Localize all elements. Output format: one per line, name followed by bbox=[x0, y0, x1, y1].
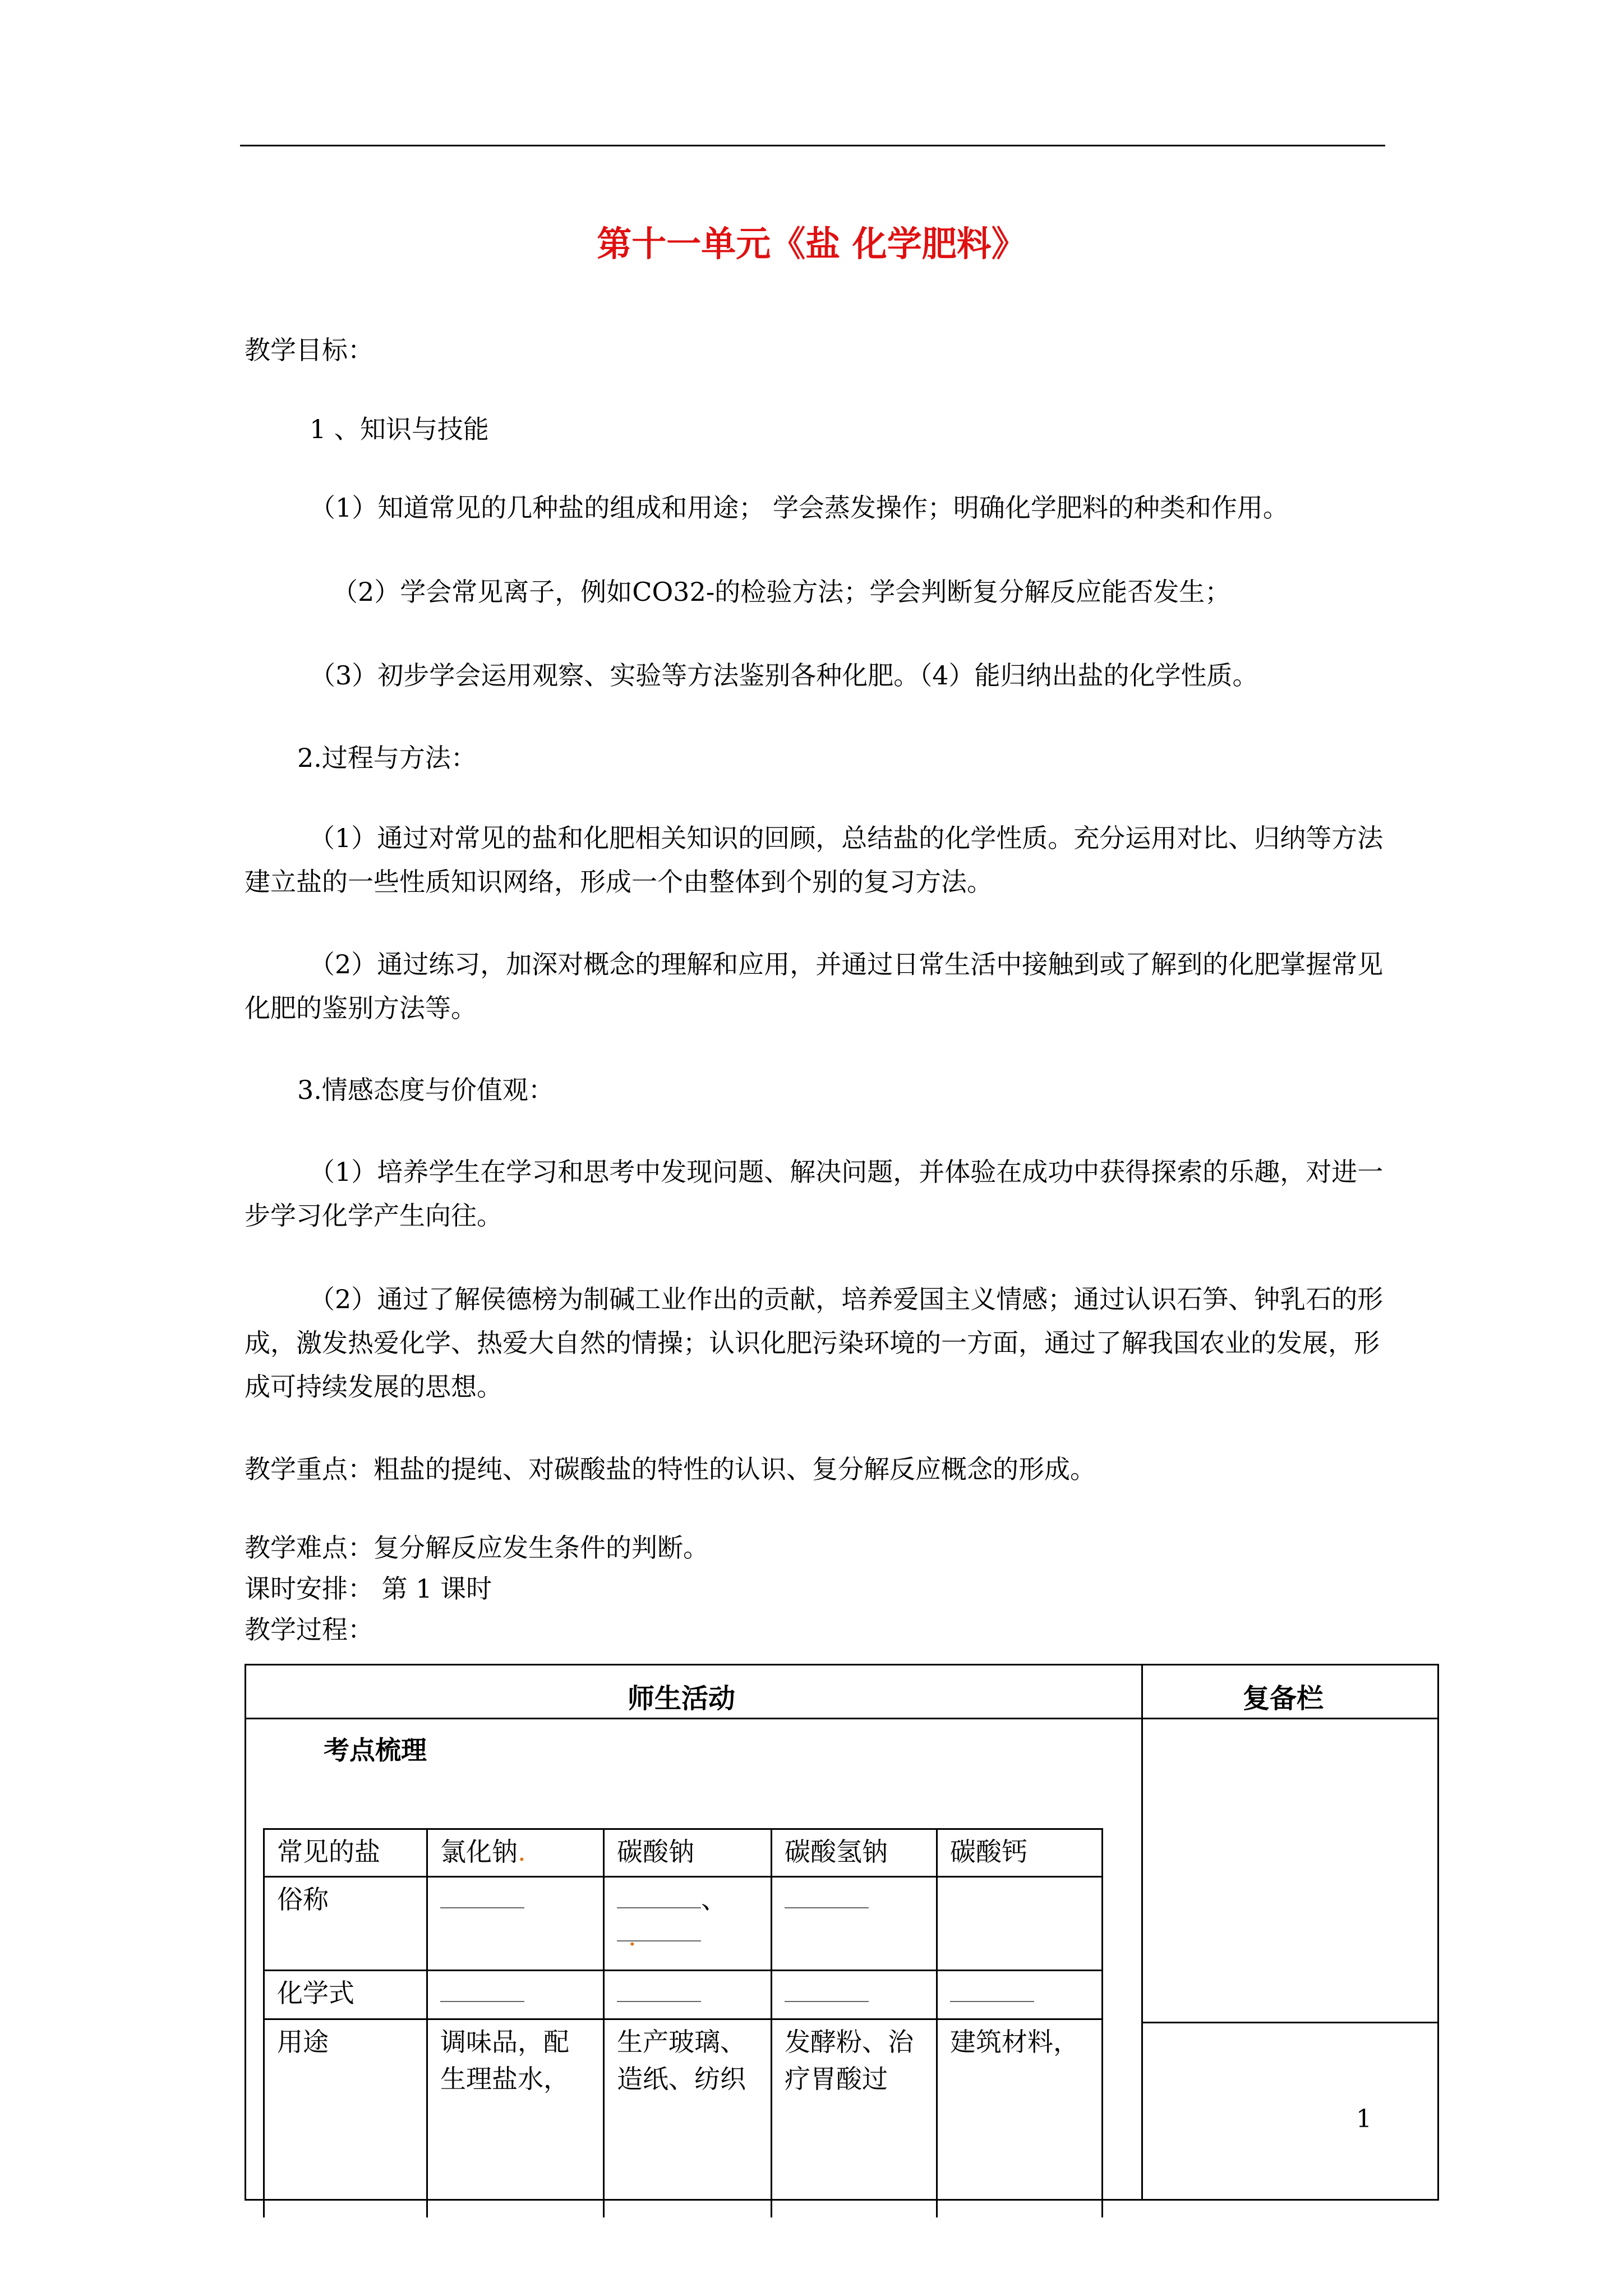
answer-blank[interactable] bbox=[617, 1885, 701, 1908]
knowledge-heading: 1 、知识与技能 bbox=[310, 414, 489, 444]
table-cell bbox=[937, 1971, 1103, 2019]
table-cell bbox=[772, 1971, 937, 2019]
table-cell: 发酵粉、治疗胃酸过 bbox=[772, 2019, 937, 2218]
mark-dot: . bbox=[518, 1837, 526, 1867]
table-cell: 生产玻璃、造纸、纺织 bbox=[604, 2019, 772, 2218]
lesson-table bbox=[245, 1664, 1439, 2201]
table-cell bbox=[937, 1877, 1103, 1971]
table-row bbox=[264, 1971, 1103, 2019]
answer-blank[interactable] bbox=[950, 1978, 1034, 2002]
page-title: 第十一单元《盐 化学肥料》 bbox=[597, 223, 1026, 264]
table-cell: 俗称 bbox=[264, 1877, 427, 1971]
emotion-heading: 3.情感态度与价值观： bbox=[297, 1075, 554, 1105]
table-cell: 碳酸钠 bbox=[604, 1829, 772, 1877]
table-cell: 调味品，配生理盐水， bbox=[427, 2019, 604, 2218]
knowledge-item-1: （1）知道常见的几种盐的组成和用途； 学会蒸发操作；明确化学肥料的种类和作用。 bbox=[310, 493, 1289, 523]
emotion-item-2: （2）通过了解侯德榜为制碱工业作出的贡献，培养爱国主义情感；通过认识石笋、钟乳石的形成，激发热爱化学、热爱大自然的情操；认识化肥污染环境的一方面，通过了解我国农业的发展，形成可持续发展的思想。 bbox=[245, 1284, 1384, 1402]
answer-blank[interactable] bbox=[440, 1978, 524, 2002]
col-activity-header: 师生活动 bbox=[628, 1683, 736, 1714]
header-rule bbox=[240, 145, 1385, 146]
process-heading: 2.过程与方法： bbox=[297, 743, 477, 773]
table-cell bbox=[604, 1877, 772, 1971]
salt-table bbox=[263, 1828, 1103, 2217]
knowledge-item-3: （3）初步学会运用观察、实验等方法鉴别各种化肥。（4）能归纳出盐的化学性质。 bbox=[310, 660, 1258, 691]
table-row bbox=[264, 1829, 1103, 1877]
table-cell bbox=[604, 1971, 772, 2019]
page-number: 1 bbox=[1356, 2105, 1372, 2133]
col-notes-header: 复备栏 bbox=[1243, 1683, 1324, 1714]
process-item-1: （1）通过对常见的盐和化肥相关知识的回顾，总结盐的化学性质。充分运用对比、归纳等方法建立盐的一些性质知识网络，形成一个由整体到个别的复习方法。 bbox=[245, 823, 1384, 897]
process-item-2: （2）通过练习，加深对概念的理解和应用，并通过日常生活中接触到或了解到的化肥掌握常见化肥的鉴别方法等。 bbox=[245, 949, 1384, 1023]
emotion-item-1: （1）培养学生在学习和思考中发现问题、解决问题，并体验在成功中获得探索的乐趣，对进一步学习化学产生向往。 bbox=[245, 1157, 1384, 1231]
answer-blank[interactable] bbox=[617, 1978, 701, 2002]
table-cell: 用途 bbox=[264, 2019, 427, 2218]
table-cell: 碳酸氢钠 bbox=[772, 1829, 937, 1877]
mark-dot: . bbox=[628, 1921, 637, 1952]
answer-blank[interactable] bbox=[785, 1885, 869, 1908]
process-label: 教学过程： bbox=[245, 1614, 374, 1645]
schedule: 课时安排： 第 1 课时 bbox=[245, 1573, 492, 1604]
table-row bbox=[264, 2019, 1103, 2218]
objectives-heading: 教学目标： bbox=[245, 335, 374, 365]
knowledge-item-2: （2）学会常见离子，例如CO32-的检验方法；学会判断复分解反应能否发生； bbox=[332, 577, 1231, 607]
table-cell: 碳酸钙 bbox=[937, 1829, 1103, 1877]
answer-blank[interactable] bbox=[440, 1885, 524, 1908]
header-divider bbox=[246, 1718, 1437, 1719]
section-heading: 考点梳理 bbox=[324, 1735, 427, 1765]
table-row bbox=[264, 1877, 1103, 1971]
table-cell bbox=[427, 1829, 604, 1877]
table-cell bbox=[427, 1877, 604, 1971]
column-divider bbox=[1141, 1665, 1143, 2199]
table-cell: 常见的盐 bbox=[264, 1829, 427, 1877]
key-point: 教学重点：粗盐的提纯、对碳酸盐的特性的认识、复分解反应概念的形成。 bbox=[245, 1454, 1096, 1484]
difficulty: 教学难点：复分解反应发生条件的判断。 bbox=[245, 1533, 709, 1563]
cell-text: 氯化钠 bbox=[440, 1837, 518, 1867]
answer-blank[interactable] bbox=[617, 1918, 701, 1952]
notes-divider bbox=[1141, 2022, 1437, 2023]
table-cell: 化学式 bbox=[264, 1971, 427, 2019]
separator: 、 bbox=[701, 1884, 727, 1915]
answer-blank[interactable] bbox=[785, 1978, 869, 2002]
table-cell bbox=[427, 1971, 604, 2019]
table-cell: 建筑材料， bbox=[937, 2019, 1103, 2218]
table-cell bbox=[772, 1877, 937, 1971]
